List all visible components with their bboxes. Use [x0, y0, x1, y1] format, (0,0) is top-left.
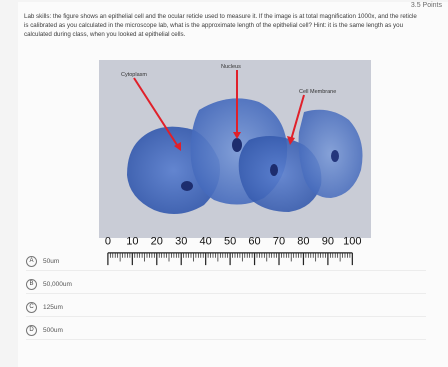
option-c-text: 125um	[43, 303, 63, 311]
question-card	[18, 2, 448, 367]
label-nucleus: Nucleus	[221, 64, 241, 70]
reticle-number: 60	[248, 235, 261, 248]
nucleus-left	[181, 181, 193, 191]
epithelial-cell-figure	[99, 60, 371, 238]
reticle-number: 40	[199, 235, 212, 248]
reticle-number: 0	[104, 235, 111, 248]
reticle-number: 80	[297, 235, 310, 248]
reticle-number: 90	[321, 235, 335, 248]
option-b-text: 50,000um	[43, 280, 72, 288]
reticle-number: 50	[223, 235, 237, 248]
option-c[interactable]	[26, 298, 426, 317]
nucleus-center	[232, 138, 242, 152]
reticle-number: 20	[150, 235, 163, 248]
question-text: Lab skills: the figure shows an epithelial cell and the ocular reticle used to measure it. If the image is at total magnification 1000x, and the reticle is calibrated as you calculated in the microscope lab, what is the approximate length of the epithelial cell? Hint: it is the same length as you calculated during class, when you looked at epithelial cells.	[24, 13, 417, 38]
option-a-text: 50um	[43, 257, 60, 265]
option-d-text: 500um	[43, 326, 63, 334]
option-d-letter: D	[26, 325, 37, 336]
reticle-number: 100	[343, 235, 362, 248]
option-d[interactable]	[26, 321, 426, 340]
option-c-letter: C	[26, 302, 37, 313]
nucleus-right	[270, 164, 278, 176]
label-cytoplasm: Cytoplasm	[121, 72, 147, 78]
reticle-number: 30	[175, 235, 188, 248]
reticle-numbers	[105, 235, 362, 247]
option-b-letter: B	[26, 279, 37, 290]
reticle-number: 10	[126, 235, 139, 248]
points-label: 3.5 Points	[410, 2, 442, 9]
option-b[interactable]	[26, 275, 426, 294]
reticle-number: 70	[272, 235, 286, 248]
label-cell-membrane: Cell Membrane	[299, 89, 337, 95]
cell-micrograph	[99, 60, 371, 238]
option-a-letter: A	[26, 256, 37, 267]
option-a[interactable]	[26, 252, 426, 271]
nucleus-far-right	[331, 150, 339, 162]
